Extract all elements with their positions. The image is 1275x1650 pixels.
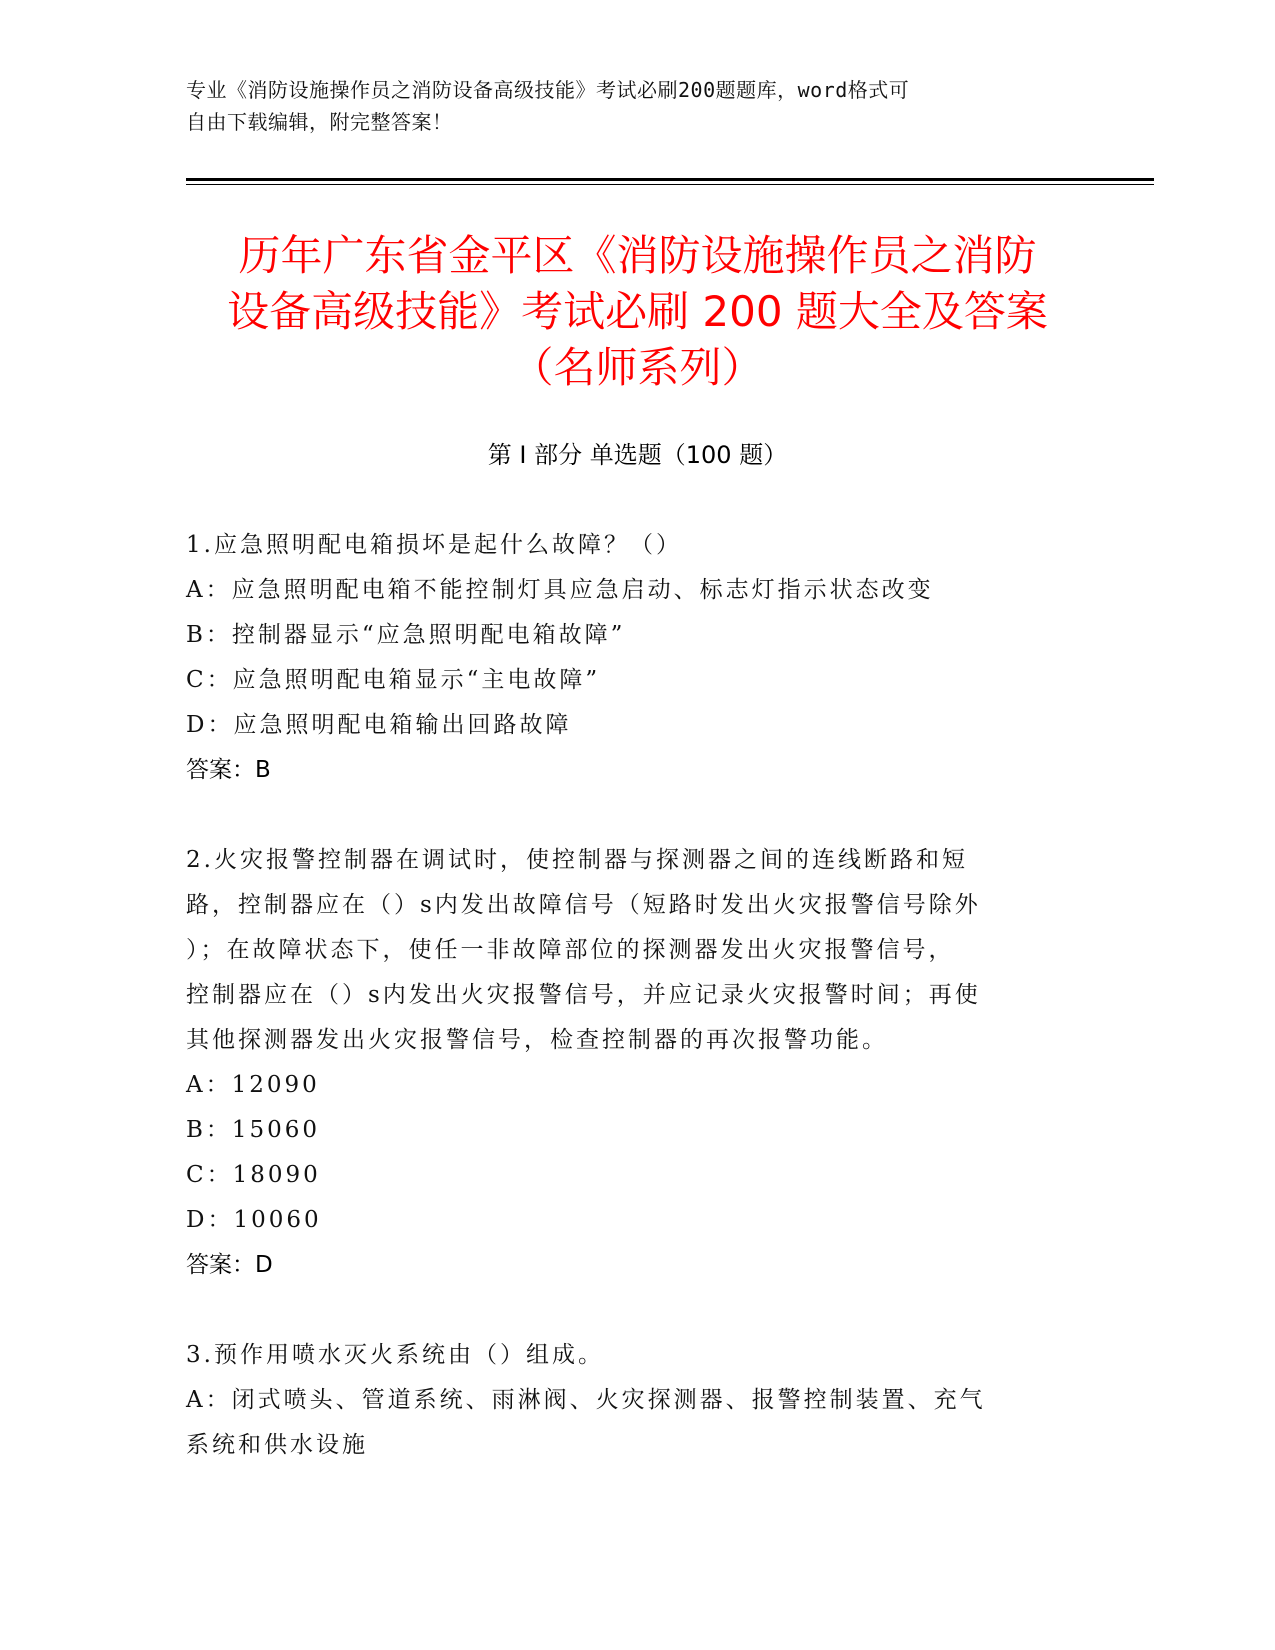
question-2 bbox=[186, 838, 1086, 1288]
title-line: 设备高级技能》考试必刷 200 题大全及答案 bbox=[227, 287, 1048, 336]
option-a: A：12090 bbox=[186, 1072, 320, 1098]
question-stem-line: 路，控制器应在（）s内发出故障信号（短路时发出火灾报警信号除外 bbox=[186, 892, 981, 918]
option-b: B：控制器显示“应急照明配电箱故障” bbox=[186, 622, 626, 648]
option-d: D：10060 bbox=[186, 1207, 322, 1233]
option-c: C：18090 bbox=[186, 1162, 321, 1188]
question-stem-line: ）；在故障状态下，使任一非故障部位的探测器发出火灾报警信号， bbox=[186, 937, 955, 963]
question-stem: 1.应急照明配电箱损坏是起什么故障？（） bbox=[186, 532, 682, 558]
answer: 答案：B bbox=[186, 757, 271, 783]
question-stem: 3.预作用喷水灭火系统由（）组成。 bbox=[186, 1342, 604, 1368]
question-1 bbox=[186, 523, 1086, 793]
question-3 bbox=[186, 1333, 1086, 1468]
header-divider-thick bbox=[186, 178, 1154, 181]
title-line: （名师系列） bbox=[511, 343, 764, 392]
question-stem-line: 其他探测器发出火灾报警信号，检查控制器的再次报警功能。 bbox=[186, 1027, 888, 1053]
option-a: A：闭式喷头、管道系统、雨淋阀、火灾探测器、报警控制装置、充气 bbox=[186, 1387, 986, 1413]
header-divider-thin bbox=[186, 184, 1154, 185]
document-title bbox=[150, 228, 1125, 396]
option-d: D：应急照明配电箱输出回路故障 bbox=[186, 712, 572, 738]
option-a-continued: 系统和供水设施 bbox=[186, 1432, 368, 1458]
option-b: B：15060 bbox=[186, 1117, 321, 1143]
header-note bbox=[186, 74, 1086, 138]
question-list bbox=[186, 523, 1086, 1513]
section-heading: 第 I 部分 单选题（100 题） bbox=[487, 441, 788, 469]
title-line: 历年广东省金平区《消防设施操作员之消防 bbox=[238, 231, 1037, 280]
header-note-line: 专业《消防设施操作员之消防设备高级技能》考试必刷200题题库，word格式可 bbox=[186, 78, 910, 102]
question-stem-line: 控制器应在（）s内发出火灾报警信号，并应记录火灾报警时间；再使 bbox=[186, 982, 981, 1008]
question-stem-line: 2.火灾报警控制器在调试时，使控制器与探测器之间的连线断路和短 bbox=[186, 847, 968, 873]
option-a: A：应急照明配电箱不能控制灯具应急启动、标志灯指示状态改变 bbox=[186, 577, 934, 603]
option-c: C：应急照明配电箱显示“主电故障” bbox=[186, 667, 601, 693]
header-note-line: 自由下载编辑，附完整答案！ bbox=[186, 110, 453, 134]
answer: 答案：D bbox=[186, 1252, 273, 1278]
